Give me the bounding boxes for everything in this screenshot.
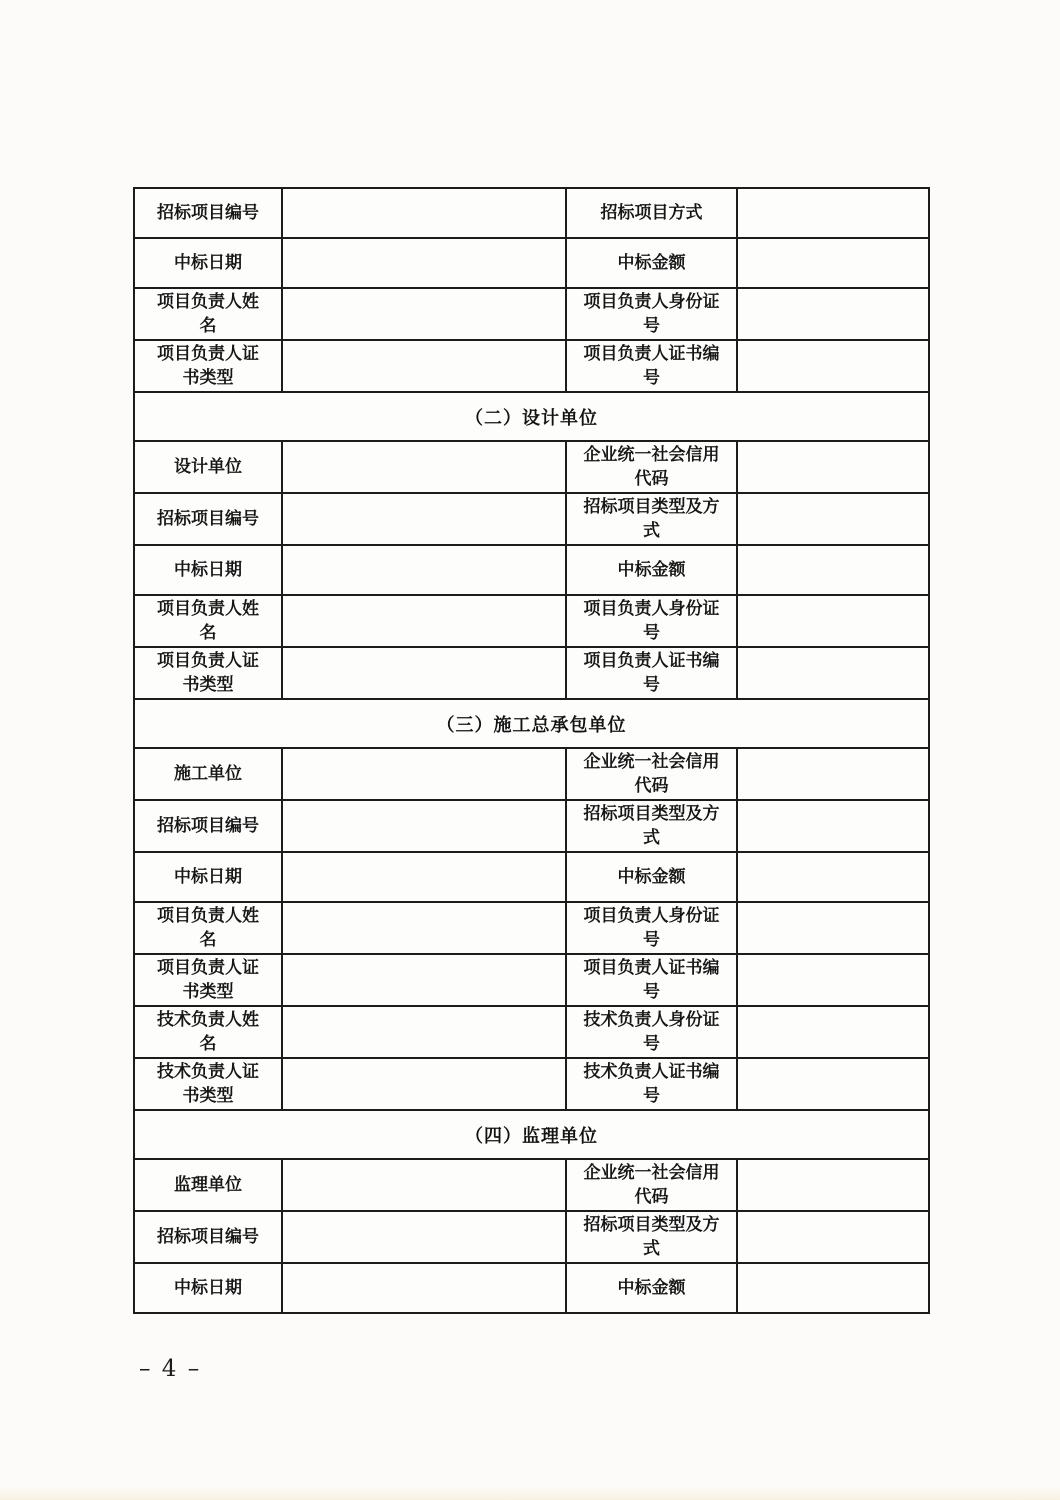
pm-id-number-label: 项目负责人身份证号 (566, 595, 737, 647)
pm-name-value (282, 288, 566, 340)
award-amount-label: 中标金额 (566, 1263, 737, 1313)
table-row (134, 1006, 929, 1058)
bid-project-number-value (282, 1211, 566, 1263)
tech-lead-id-number-label: 技术负责人身份证号 (566, 1006, 737, 1058)
section-header-design-unit: （二）设计单位 (134, 392, 929, 441)
pm-cert-type-value (282, 340, 566, 392)
uscc-value (737, 441, 929, 493)
table-row (134, 188, 929, 238)
supervision-unit-label: 监理单位 (134, 1159, 282, 1211)
pm-cert-type-label: 项目负责人证书类型 (134, 340, 282, 392)
tech-lead-cert-type-value (282, 1058, 566, 1110)
bid-winning-info-table (133, 187, 930, 1314)
construction-unit-label: 施工单位 (134, 748, 282, 800)
tech-lead-name-label: 技术负责人姓名 (134, 1006, 282, 1058)
award-date-value (282, 238, 566, 288)
award-date-label: 中标日期 (134, 545, 282, 595)
uscc-label: 企业统一社会信用代码 (566, 1159, 737, 1211)
table-row (134, 1159, 929, 1211)
pm-id-number-label: 项目负责人身份证号 (566, 902, 737, 954)
design-unit-label: 设计单位 (134, 441, 282, 493)
table-row (134, 647, 929, 699)
pm-id-number-value (737, 595, 929, 647)
award-amount-value (737, 238, 929, 288)
supervision-unit-value (282, 1159, 566, 1211)
section-header-supervision-unit: （四）监理单位 (134, 1110, 929, 1159)
bid-type-method-label: 招标项目类型及方式 (566, 493, 737, 545)
section-header-row (134, 392, 929, 441)
pm-name-value (282, 902, 566, 954)
uscc-label: 企业统一社会信用代码 (566, 748, 737, 800)
construction-unit-value (282, 748, 566, 800)
table-row (134, 748, 929, 800)
table-row (134, 800, 929, 852)
pm-cert-number-value (737, 647, 929, 699)
table-row (134, 493, 929, 545)
table-row (134, 545, 929, 595)
pm-cert-number-label: 项目负责人证书编号 (566, 954, 737, 1006)
design-unit-value (282, 441, 566, 493)
pm-id-number-value (737, 288, 929, 340)
pm-id-number-value (737, 902, 929, 954)
table-row (134, 595, 929, 647)
table-row (134, 238, 929, 288)
bid-project-number-value (282, 800, 566, 852)
bid-type-method-label: 招标项目类型及方式 (566, 1211, 737, 1263)
pm-name-value (282, 595, 566, 647)
award-date-value (282, 545, 566, 595)
pm-name-label: 项目负责人姓名 (134, 288, 282, 340)
table-row (134, 1211, 929, 1263)
page-number: – 4 – (139, 1356, 202, 1382)
section-header-row (134, 699, 929, 748)
bid-method-label: 招标项目方式 (566, 188, 737, 238)
pm-cert-type-label: 项目负责人证书类型 (134, 954, 282, 1006)
bid-project-number-label: 招标项目编号 (134, 493, 282, 545)
table-row (134, 852, 929, 902)
tech-lead-id-number-value (737, 1006, 929, 1058)
pm-cert-number-value (737, 340, 929, 392)
pm-cert-type-value (282, 954, 566, 1006)
table-row (134, 1058, 929, 1110)
tech-lead-cert-type-label: 技术负责人证书类型 (134, 1058, 282, 1110)
award-amount-label: 中标金额 (566, 238, 737, 288)
table-row (134, 902, 929, 954)
uscc-value (737, 748, 929, 800)
table-row (134, 1263, 929, 1313)
bid-method-value (737, 188, 929, 238)
table-row (134, 340, 929, 392)
table-row (134, 441, 929, 493)
uscc-label: 企业统一社会信用代码 (566, 441, 737, 493)
award-amount-value (737, 545, 929, 595)
bid-type-method-label: 招标项目类型及方式 (566, 800, 737, 852)
tech-lead-cert-number-label: 技术负责人证书编号 (566, 1058, 737, 1110)
award-date-label: 中标日期 (134, 1263, 282, 1313)
bid-project-number-value (282, 493, 566, 545)
pm-cert-number-label: 项目负责人证书编号 (566, 340, 737, 392)
pm-id-number-label: 项目负责人身份证号 (566, 288, 737, 340)
award-amount-label: 中标金额 (566, 852, 737, 902)
award-date-label: 中标日期 (134, 238, 282, 288)
bid-type-method-value (737, 1211, 929, 1263)
bid-project-number-value (282, 188, 566, 238)
tech-lead-cert-number-value (737, 1058, 929, 1110)
tech-lead-name-value (282, 1006, 566, 1058)
pm-cert-number-value (737, 954, 929, 1006)
award-amount-value (737, 1263, 929, 1313)
award-amount-value (737, 852, 929, 902)
bid-type-method-value (737, 800, 929, 852)
award-date-value (282, 852, 566, 902)
pm-name-label: 项目负责人姓名 (134, 902, 282, 954)
bid-project-number-label: 招标项目编号 (134, 800, 282, 852)
pm-name-label: 项目负责人姓名 (134, 595, 282, 647)
award-amount-label: 中标金额 (566, 545, 737, 595)
bid-type-method-value (737, 493, 929, 545)
award-date-label: 中标日期 (134, 852, 282, 902)
table-row (134, 954, 929, 1006)
pm-cert-type-value (282, 647, 566, 699)
section-header-construction-unit: （三）施工总承包单位 (134, 699, 929, 748)
pm-cert-number-label: 项目负责人证书编号 (566, 647, 737, 699)
table-row (134, 288, 929, 340)
section-header-row (134, 1110, 929, 1159)
award-date-value (282, 1263, 566, 1313)
bid-project-number-label: 招标项目编号 (134, 1211, 282, 1263)
pm-cert-type-label: 项目负责人证书类型 (134, 647, 282, 699)
bid-project-number-label: 招标项目编号 (134, 188, 282, 238)
uscc-value (737, 1159, 929, 1211)
